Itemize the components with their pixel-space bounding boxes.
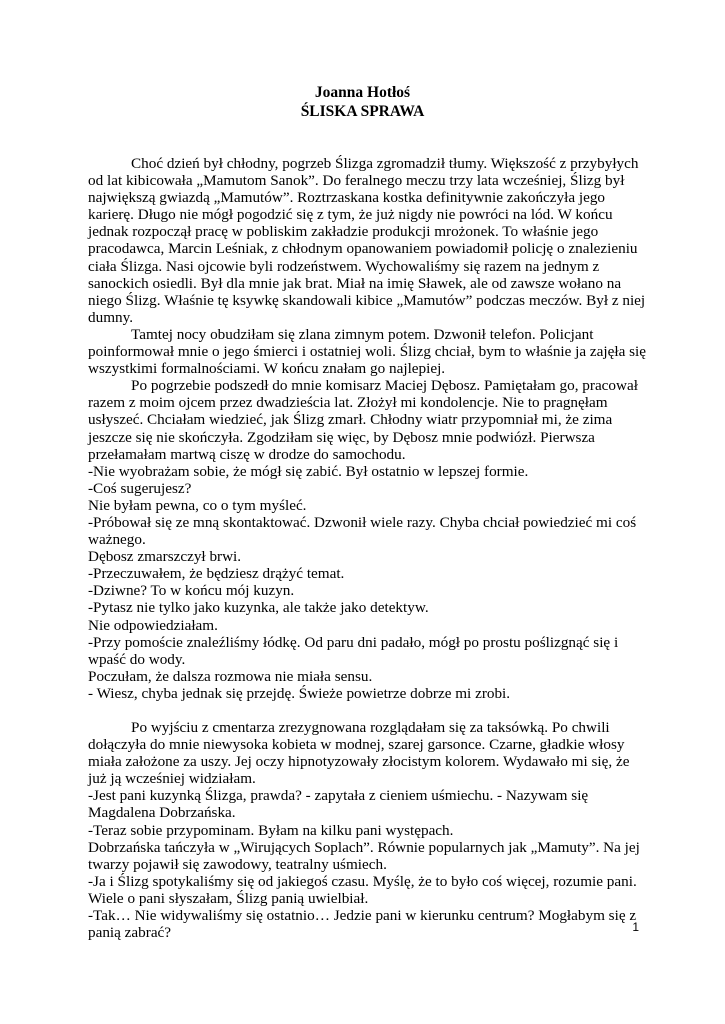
paragraph: Dębosz zmarszczył brwi. bbox=[88, 548, 242, 566]
paragraph: -Pytasz nie tylko jako kuzynka, ale także jako detektyw. bbox=[88, 599, 429, 617]
paragraph: Poczułam, że dalsza rozmowa nie miała sensu. bbox=[88, 667, 373, 685]
paragraph: Nie odpowiedziałam. bbox=[88, 616, 218, 634]
paragraph: Nie byłam pewna, co o tym myśleć. bbox=[88, 496, 307, 514]
paragraph: -Coś sugerujesz? bbox=[88, 479, 192, 497]
paragraph: -Próbował się ze mną skontaktować. Dzwonił wiele razy. Chyba chciał powiedzieć mi coś ważnego. bbox=[88, 513, 637, 549]
paragraph: -Przeczuwałem, że będziesz drążyć temat. bbox=[88, 565, 345, 583]
author-name: Joanna Hotłoś bbox=[314, 84, 411, 101]
paragraph-gap bbox=[88, 702, 648, 719]
paragraph: Choć dzień był chłodny, pogrzeb Ślizga zgromadził tłumy. Większość z przybyłych od lat kibicowała „Mamutom Sanok”. Do feralnego meczu trzy lata wcześniej, Ślizg był największą gwiazdą „Mamutów”. Roztrzaskana kostka definitywnie zakończyła jego karierę. Długo nie mógł pogodzić się z tym, że już nigdy nie powróci na lód. W końcu jednak rozpoczął pracę w pobliskim zakładzie produkcji mrożonek. To właśnie jego pracodawca, Marcin Leśniak, z chłodnym opanowaniem powiadomił policję o znalezieniu ciała Ślizga. Nasi ojcowie byli rodzeństwem. Wychowaliśmy się razem na jednym z sanockich osiedli. Był dla mnie jak brat. Miał na imię Sławek, ale od zawsze wołano na niego Ślizg. Właśnie tę ksywkę skandowali kibice „Mamutów” podczas meczów. Był z niej dumny. bbox=[88, 155, 646, 326]
paragraph: -Tak… Nie widywaliśmy się ostatnio… Jedzie pani w kierunku centrum? Mogłabym się z panią zabrać? bbox=[88, 907, 637, 942]
paragraph: Tamtej nocy obudziłam się zlana zimnym potem. Dzwonił telefon. Policjant poinformował mnie o jego śmierci i ostatniej woli. Ślizg chciał, bym to właśnie ja zajęła się wszystkimi formalnościami. W końcu znałam go najlepiej. bbox=[88, 325, 646, 378]
page-number: 1 bbox=[632, 920, 639, 934]
paragraph: -Przy pomoście znaleźliśmy łódkę. Od paru dni padało, mógł po prostu poślizgnąć się i wpaść do wody. bbox=[88, 633, 619, 668]
paragraph: -Nie wyobrażam sobie, że mógł się zabić. Był ostatnio w lepszej formie. bbox=[88, 462, 529, 480]
paragraph: Po wyjściu z cmentarza zrezygnowana rozglądałam się za taksówką. Po chwili dołączyła do mnie niewysoka kobieta w modnej, szarej garsonce. Czarne, gładkie włosy miała założone za uszy. Jej oczy hipnotyzowały złocistym kolorem. Wydawało mi się, że już ją wcześniej widziałam. bbox=[88, 719, 630, 788]
document-header bbox=[0, 83, 725, 121]
paragraph: -Teraz sobie przypominam. Byłam na kilku pani występach. bbox=[88, 821, 454, 839]
paragraph: -Jest pani kuzynką Ślizga, prawda? - zapytała z cieniem uśmiechu. - Nazywam się Magdalena Dobrzańska. bbox=[88, 787, 589, 822]
paragraph: Dobrzańska tańczyła w „Wirujących Soplach”. Równie popularnych jak „Mamuty”. Na jej twarzy pojawił się zawodowy, teatralny uśmiech. bbox=[88, 838, 640, 873]
story-body bbox=[88, 155, 648, 941]
paragraph: - Wiesz, chyba jednak się przejdę. Świeże powietrze dobrze mi zrobi. bbox=[88, 684, 511, 702]
paragraph: Po pogrzebie podszedł do mnie komisarz Maciej Dębosz. Pamiętałam go, pracował razem z moim ojcem przez dwadzieścia lat. Złożył mi kondolencje. Nie to pragnęłam usłyszeć. Chciałam wiedzieć, jak Ślizg zmarł. Chłodny wiatr przypomniał mi, że zima jeszcze się nie skończyła. Zgodziłam się więc, by Dębosz mnie podwiózł. Pierwsza przełamałam martwą ciszę w drodze do samochodu. bbox=[88, 377, 638, 463]
story-title: ŚLISKA SPRAWA bbox=[300, 103, 425, 120]
paragraph: -Ja i Ślizg spotykaliśmy się od jakiegoś czasu. Myślę, że to było coś więcej, rozumie pani. Wiele o pani słyszałam, Ślizg panią uwielbiał. bbox=[88, 872, 637, 907]
paragraph: -Dziwne? To w końcu mój kuzyn. bbox=[88, 582, 295, 600]
